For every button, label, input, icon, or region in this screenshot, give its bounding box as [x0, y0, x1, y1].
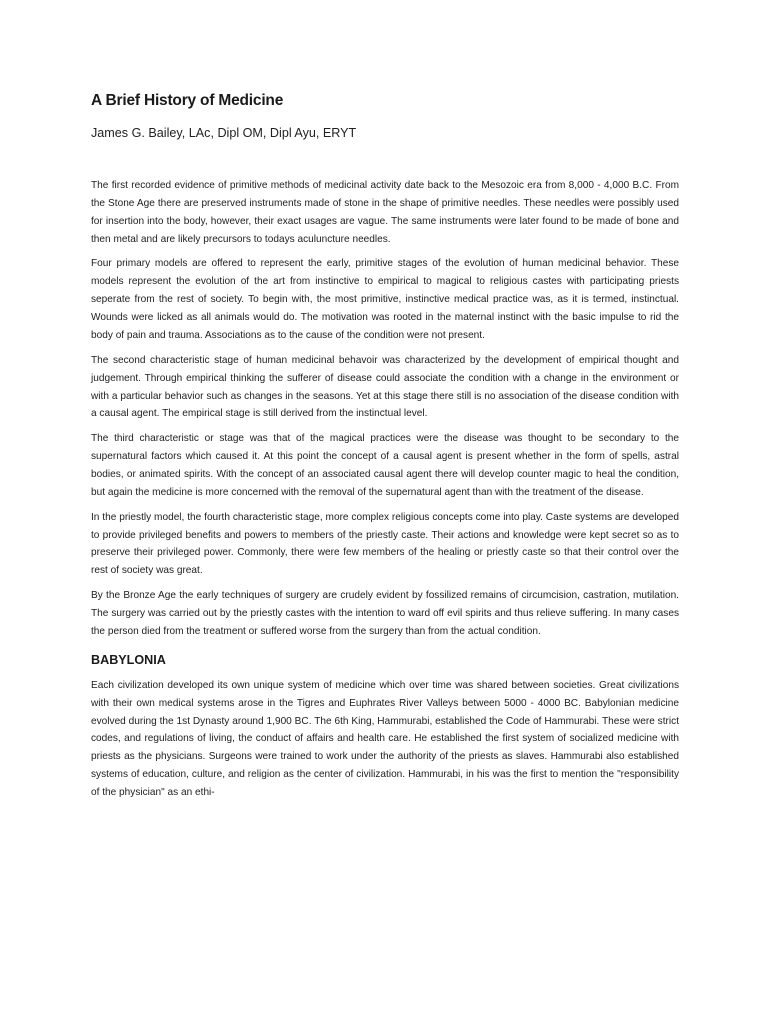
paragraph-babylonia: Each civilization developed its own unique system of medicine which over time was shared between societies. Great civilizations with their own medical systems arose in the Tigres and Euphrates River Valleys between 5000 - 4000 BC. Babylonian medicine evolved during the 1st Dynasty around 1,900 BC. The 6th King, Hammurabi, established the Code of Hammurabi. These were strict codes, and regulations of living, the conduct of affairs and health care. He established the first system of socialized medicine with priests as the physicians. Surgeons were trained to work under the authority of the priests as slaves. Hammurabi also established systems of education, culture, and religion as the center of civilization. Hammurabi, in his was the first to mention the "responsibility of the physician" as an ethi- [91, 679, 679, 799]
paragraph-four-models: Four primary models are offered to represent the early, primitive stages of the evolution of human medicinal behavior. These models represent the evolution of the art from instinctive to empirical to magical to religious castes with participating priests seperate from the rest of society. To begin with, the most primitive, instinctive medical practice was, as it is termed, instinctual. Wounds were licked as all animals would do. The motivation was rooted in the maternal instinct with the basic impulse to rid the body of pain and trauma. Associations as to the cause of the condition were not present. [91, 258, 679, 342]
document-page [91, 91, 679, 809]
paragraph-bronze-age: By the Bronze Age the early techniques of surgery are crudely evident by fossilized remains of circumcision, castration, mutilation. The surgery was carried out by the priestly castes with the intention to ward off evil spirits and thus relieve suffering. In many cases the person died from the treatment or suffered worse from the surgery than from the actual condition. [91, 590, 679, 637]
section-heading-babylonia: BABYLONIA [91, 652, 166, 667]
paragraph-priestly-model: In the priestly model, the fourth characteristic stage, more complex religious concepts come into play. Caste systems are developed to provide privileged benefits and powers to members of the priestly caste. Their actions and knowledge were kept secret so as to preserve their privileged power. Commonly, there were few members of the healing or priestly caste so that their control over the rest of society was great. [91, 511, 679, 577]
paragraph-magical-stage: The third characteristic or stage was that of the magical practices were the disease was thought to be secondary to the supernatural factors which caused it. At this point the concept of a causal agent is present whether in the form of spells, astral bodies, or animated spirits. With the concept of an associated causal agent there will develop counter magic to heal the condition, but again the medicine is more concerned with the removal of the supernatural agent than with the treatment of the disease. [91, 433, 679, 498]
paragraph-empirical-stage: The second characteristic stage of human medicinal behavoir was characterized by the development of empirical thought and judgement. Through empirical thinking the sufferer of disease could associate the condition with a change in the environment or with a particular behavior such as changes in the seasons. Yet at this stage there still is no association of the disease condition with a causal agent. The empirical stage is still derived from the instinctual level. [91, 354, 679, 420]
document-author: James G. Bailey, LAc, Dipl OM, Dipl Ayu, ERYT [91, 126, 357, 140]
paragraph-stone-age: The first recorded evidence of primitive methods of medicinal activity date back to the Mesozoic era from 8,000 - 4,000 B.C. From the Stone Age there are preserved instruments made of stone in the shape of primitive needles. These needles were possibly used for insertion into the body, however, their exact usages are vague. The same instruments were later found to be made of bone and then metal and are likely precursors to todays aculuncture needles. [91, 180, 679, 245]
document-title: A Brief History of Medicine [91, 92, 284, 109]
